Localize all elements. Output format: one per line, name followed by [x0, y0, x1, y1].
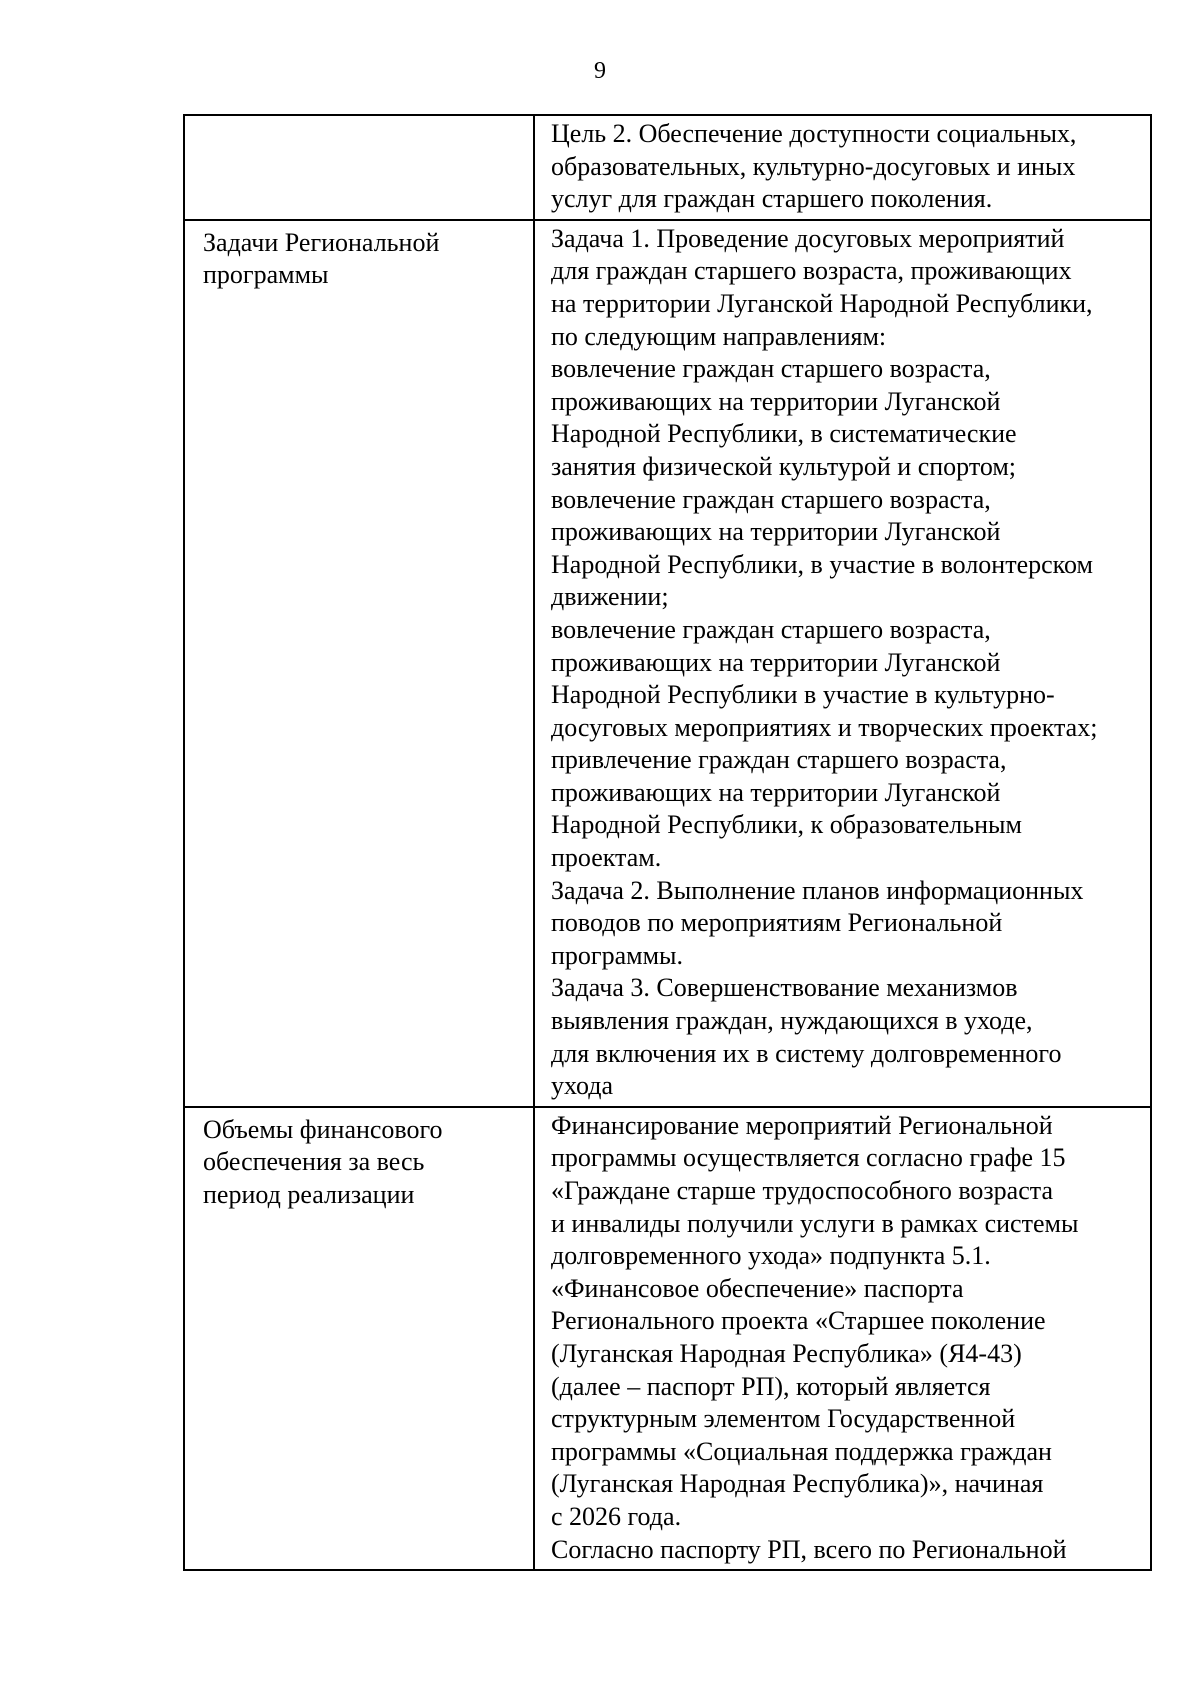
row-content-line: Цель 2. Обеспечение доступности социальных,: [551, 119, 1077, 148]
row-content-line: с 2026 года.: [551, 1501, 682, 1531]
row-content-line: проектам.: [551, 843, 662, 873]
row-content-line: программы «Социальная поддержка граждан: [551, 1436, 1052, 1466]
page-number: 9: [594, 58, 606, 84]
row-content-line: досуговых мероприятиях и творческих проектах;: [551, 712, 1098, 742]
row-content-line: занятия физической культурой и спортом;: [551, 451, 1017, 481]
row-content-line: Финансирование мероприятий Региональной: [551, 1110, 1053, 1140]
row-content-line: Задача 2. Выполнение планов информационных: [551, 875, 1084, 905]
row-content-line: образовательных, культурно-досуговых и иных: [551, 151, 1076, 181]
row-content-cell: [534, 115, 1151, 220]
program-passport-table: [183, 114, 1152, 1571]
row-content-line: программы осуществляется согласно графе 15: [551, 1143, 1066, 1173]
row-content-line: вовлечение граждан старшего возраста,: [551, 614, 991, 644]
row-content-line: и инвалиды получили услуги в рамках системы: [551, 1208, 1079, 1238]
row-content-line: (Луганская Народная Республика» (Я4-43): [551, 1338, 1022, 1368]
table-row-funding: [184, 1107, 1151, 1570]
row-content-line: проживающих на территории Луганской: [551, 386, 1001, 416]
row-content-line: программы.: [551, 940, 683, 970]
row-content-line: структурным элементом Государственной: [551, 1404, 1016, 1434]
row-label-line: Задачи Региональной: [203, 227, 440, 257]
row-content-line: Народной Республики в участие в культурно-: [551, 680, 1055, 710]
row-content-line: движении;: [551, 582, 669, 612]
row-content-line: для включения их в систему долговременного: [551, 1038, 1062, 1068]
row-content-line: ухода: [551, 1071, 614, 1101]
row-label-line: Объемы финансового: [203, 1114, 443, 1144]
row-content-line: Задача 1. Проведение досуговых мероприятий: [551, 223, 1065, 253]
row-content-line: (далее – паспорт РП), который является: [551, 1371, 991, 1401]
row-label-cell: [184, 1107, 534, 1570]
row-content-line: Народной Республики, в участие в волонтерском: [551, 549, 1093, 579]
row-content-line: Согласно паспорту РП, всего по Региональной: [551, 1534, 1067, 1564]
row-label-cell: [184, 220, 534, 1107]
row-content-line: Народной Республики, к образовательным: [551, 810, 1022, 840]
row-content-line: Регионального проекта «Старшее поколение: [551, 1306, 1046, 1336]
row-content-line: проживающих на территории Луганской: [551, 517, 1001, 547]
row-label-line: обеспечения за весь: [203, 1147, 425, 1177]
row-content-line: проживающих на территории Луганской: [551, 777, 1001, 807]
row-content-cell: [534, 1107, 1151, 1570]
row-content-line: «Граждане старше трудоспособного возраста: [551, 1176, 1053, 1205]
row-content-line: вовлечение граждан старшего возраста,: [551, 484, 991, 514]
row-content-line: поводов по мероприятиям Региональной: [551, 908, 1003, 938]
row-content-line: Задача 3. Совершенствование механизмов: [551, 973, 1018, 1003]
row-label-line: программы: [203, 260, 329, 290]
row-content-line: «Финансовое обеспечение» паспорта: [551, 1273, 964, 1303]
row-content-line: услуг для граждан старшего поколения.: [551, 184, 993, 214]
row-label-cell: [184, 115, 534, 220]
row-content-line: на территории Луганской Народной Республики,: [551, 288, 1093, 318]
row-label-line: период реализации: [203, 1180, 415, 1209]
row-content-line: Народной Республики, в систематические: [551, 419, 1017, 449]
row-content-line: выявления граждан, нуждающихся в уходе,: [551, 1006, 1033, 1036]
row-content-line: по следующим направлениям:: [551, 321, 887, 351]
row-content-line: долговременного ухода» подпункта 5.1.: [551, 1241, 991, 1271]
row-content-line: вовлечение граждан старшего возраста,: [551, 354, 991, 384]
row-content-cell: [534, 220, 1151, 1107]
row-content-line: (Луганская Народная Республика)», начиная: [551, 1469, 1044, 1499]
row-content-line: для граждан старшего возраста, проживающих: [551, 256, 1072, 286]
table-body: [184, 115, 1151, 1570]
row-content-line: привлечение граждан старшего возраста,: [551, 745, 1007, 775]
row-content-line: проживающих на территории Луганской: [551, 647, 1001, 677]
table-row-tasks: [184, 220, 1151, 1107]
table-row-goal: [184, 115, 1151, 220]
